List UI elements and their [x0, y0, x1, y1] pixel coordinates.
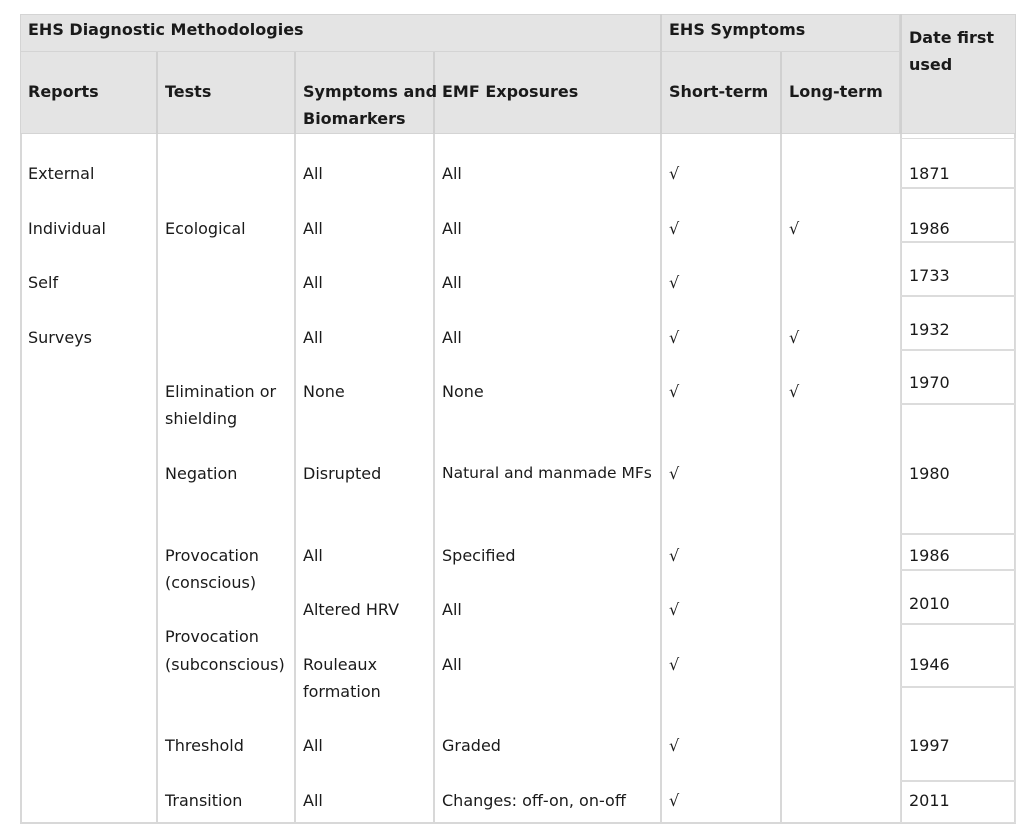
emf-exposure-cell: Specified [442, 546, 516, 565]
test-threshold: Threshold [165, 736, 244, 755]
short-term-check: √ [669, 736, 680, 755]
emf-exposure-cell: All [442, 600, 462, 619]
emf-exposure-cell: All [442, 219, 462, 238]
long-term-check: √ [789, 219, 800, 238]
report-surveys: Surveys [28, 328, 92, 347]
long-term-check: √ [789, 382, 800, 401]
short-term-check: √ [669, 273, 680, 292]
date-first-used-cell: 1932 [909, 320, 950, 339]
symptoms-biomarkers-cell: All [303, 328, 323, 347]
header-symptoms-biomarkers-line1: Symptoms and [303, 82, 438, 101]
symptoms-biomarkers-cell: All [303, 164, 323, 183]
date-first-used-cell: 1946 [909, 655, 950, 674]
short-term-check: √ [669, 655, 680, 674]
short-term-check: √ [669, 600, 680, 619]
test-elimination-line1: Elimination or [165, 382, 277, 401]
report-individual: Individual [28, 219, 106, 238]
short-term-check: √ [669, 328, 680, 347]
short-term-check: √ [669, 464, 680, 483]
header-long-term: Long-term [789, 82, 883, 101]
report-self: Self [28, 273, 59, 292]
emf-exposure-cell: Natural and manmade MFs [442, 464, 652, 482]
symptoms-biomarkers-cell-line1: Rouleaux [303, 655, 378, 674]
header-date-first-used-line1: Date first [909, 28, 995, 47]
symptoms-biomarkers-cell: All [303, 791, 323, 810]
symptoms-biomarkers-cell: All [303, 219, 323, 238]
date-first-used-cell: 2010 [909, 594, 950, 613]
symptoms-biomarkers-cell: All [303, 736, 323, 755]
header-short-term: Short-term [669, 82, 769, 101]
header-emf-exposures: EMF Exposures [442, 82, 579, 101]
date-first-used-cell: 1980 [909, 464, 950, 483]
test-provocation-subconscious-line2: (subconscious) [165, 655, 285, 674]
emf-exposure-cell: All [442, 164, 462, 183]
long-term-check: √ [789, 328, 800, 347]
emf-exposure-cell: All [442, 328, 462, 347]
symptoms-biomarkers-cell: Disrupted [303, 464, 382, 483]
short-term-check: √ [669, 791, 680, 810]
header-symptoms-biomarkers-line2: Biomarkers [303, 109, 406, 128]
header-ehs-symptoms: EHS Symptoms [669, 20, 806, 39]
short-term-check: √ [669, 382, 680, 401]
short-term-check: √ [669, 219, 680, 238]
emf-exposure-cell: None [442, 382, 484, 401]
test-provocation-subconscious-line1: Provocation [165, 627, 259, 646]
test-elimination-line2: shielding [165, 409, 238, 428]
test-transition: Transition [165, 791, 243, 810]
short-term-check: √ [669, 164, 680, 183]
date-first-used-cell: 1970 [909, 373, 950, 392]
header-reports: Reports [28, 82, 99, 101]
test-ecological: Ecological [165, 219, 246, 238]
ehs-methodologies-table [20, 14, 1016, 824]
symptoms-biomarkers-cell: None [303, 382, 345, 401]
header-tests: Tests [165, 82, 212, 101]
symptoms-biomarkers-cell: Altered HRV [303, 600, 400, 619]
date-first-used-cell: 1986 [909, 546, 950, 565]
symptoms-biomarkers-cell-line2: formation [303, 682, 381, 701]
date-first-used-cell: 1733 [909, 266, 950, 285]
header-date-first-used-line2: used [909, 55, 953, 74]
test-provocation-conscious-line2: (conscious) [165, 573, 257, 592]
date-first-used-cell: 2011 [909, 791, 950, 810]
emf-exposure-cell: Graded [442, 736, 501, 755]
emf-exposure-cell: All [442, 273, 462, 292]
emf-exposure-cell: Changes: off-on, on-off [442, 791, 626, 810]
date-first-used-cell: 1871 [909, 164, 950, 183]
report-external: External [28, 164, 95, 183]
date-first-used-cell: 1986 [909, 219, 950, 238]
header-methodologies: EHS Diagnostic Methodologies [28, 20, 304, 39]
date-first-used-cell: 1997 [909, 736, 950, 755]
emf-exposure-cell: All [442, 655, 462, 674]
symptoms-biomarkers-cell: All [303, 273, 323, 292]
test-negation: Negation [165, 464, 238, 483]
short-term-check: √ [669, 546, 680, 565]
symptoms-biomarkers-cell: All [303, 546, 323, 565]
test-provocation-conscious-line1: Provocation [165, 546, 259, 565]
